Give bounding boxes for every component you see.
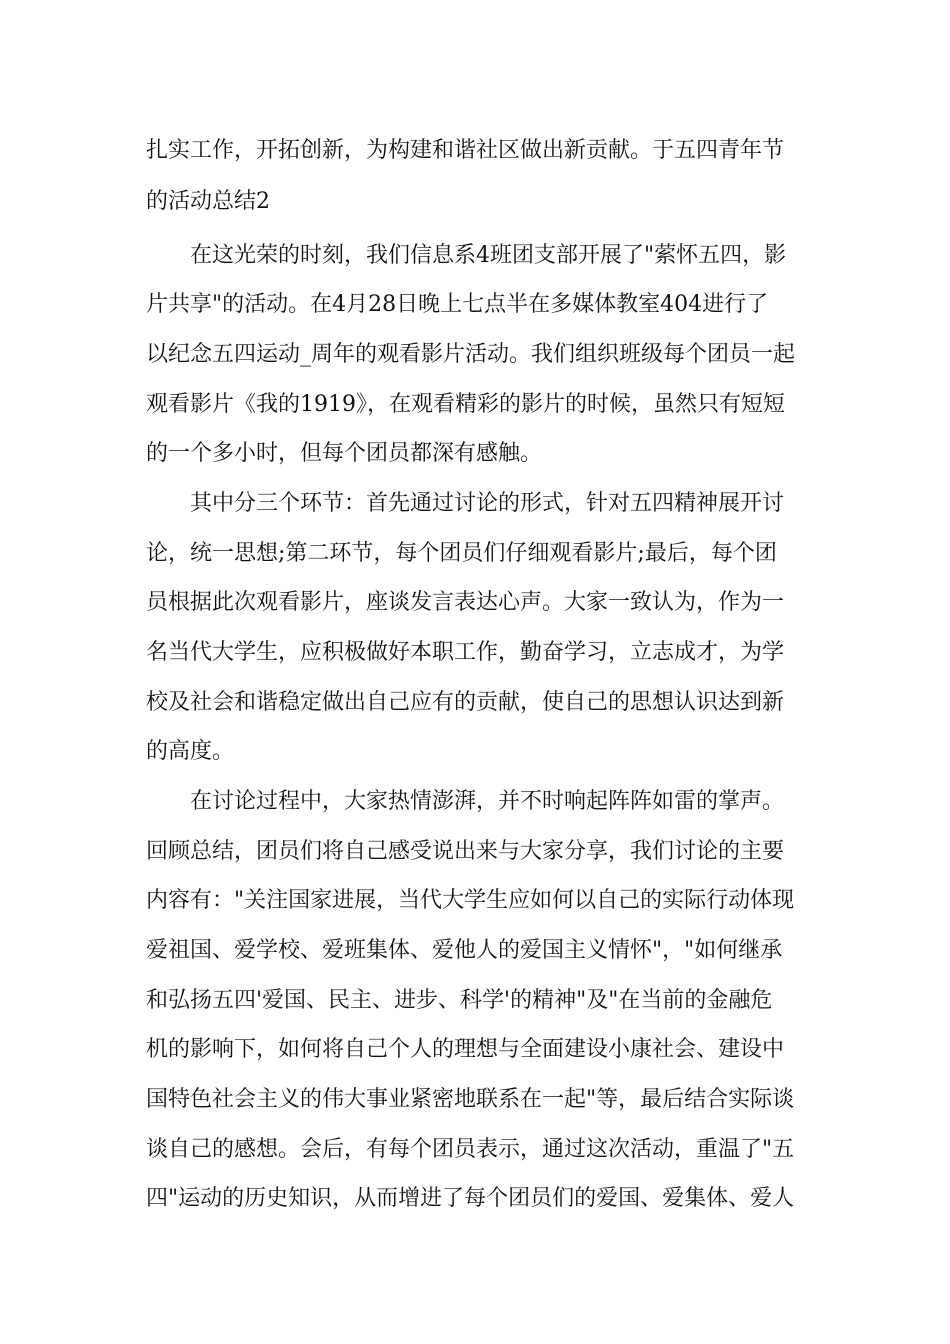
- text-line: 回顾总结，团员们将自己感受说出来与大家分享，我们讨论的主要: [146, 839, 785, 864]
- text-line: 爱祖国、爱学校、爱班集体、爱他人的爱国主义情怀"，"如何继承: [146, 938, 783, 963]
- text-line: 和弘扬五四'爱国、民主、进步、科学'的精神"及"在当前的金融危: [146, 988, 773, 1013]
- text-line: 的高度。: [146, 739, 235, 764]
- text-line: 国特色社会主义的伟大事业紧密地联系在一起"等，最后结合实际谈: [146, 1087, 795, 1112]
- text-line: 内容有："关注国家进展，当代大学生应如何以自己的实际行动体现: [146, 888, 795, 913]
- text-line: 名当代大学生，应积极做好本职工作，勤奋学习，立志成才，为学: [146, 640, 785, 665]
- text-line: 的一个多小时，但每个团员都深有感触。: [146, 441, 543, 466]
- text-line: 论，统一思想;第二环节，每个团员们仔细观看影片;最后，每个团: [146, 541, 777, 566]
- text-line: 在讨论过程中，大家热情澎湃，并不时响起阵阵如雷的掌声。: [190, 789, 785, 814]
- text-line: 观看影片《我的1919》，在观看精彩的影片的时候，虽然只有短短: [146, 392, 785, 417]
- text-line: 以纪念五四运动_周年的观看影片活动。我们组织班级每个团员一起: [146, 342, 796, 367]
- text-line: 在这光荣的时刻，我们信息系4班团支部开展了"萦怀五四，影: [190, 243, 787, 268]
- text-line: 员根据此次观看影片，座谈发言表达心声。大家一致认为，作为一: [146, 590, 785, 615]
- text-line: 四"运动的历史知识，从而增进了每个团员们的爱国、爱集体、爱人: [146, 1186, 795, 1211]
- text-line: 校及社会和谐稳定做出自己应有的贡献，使自己的思想认识达到新: [146, 690, 785, 715]
- text-line: 的活动总结2: [146, 189, 270, 214]
- text-line: 其中分三个环节：首先通过讨论的形式，针对五四精神展开讨: [190, 491, 785, 516]
- text-line: 机的影响下，如何将自己个人的理想与全面建设小康社会、建设中: [146, 1037, 785, 1062]
- text-line: 谈自己的感想。会后，有每个团员表示，通过这次活动，重温了"五: [146, 1137, 795, 1162]
- text-line: 扎实工作，开拓创新，为构建和谐社区做出新贡献。于五四青年节: [146, 138, 785, 163]
- text-line: 片共享"的活动。在4月28日晚上七点半在多媒体教室404进行了: [146, 292, 769, 317]
